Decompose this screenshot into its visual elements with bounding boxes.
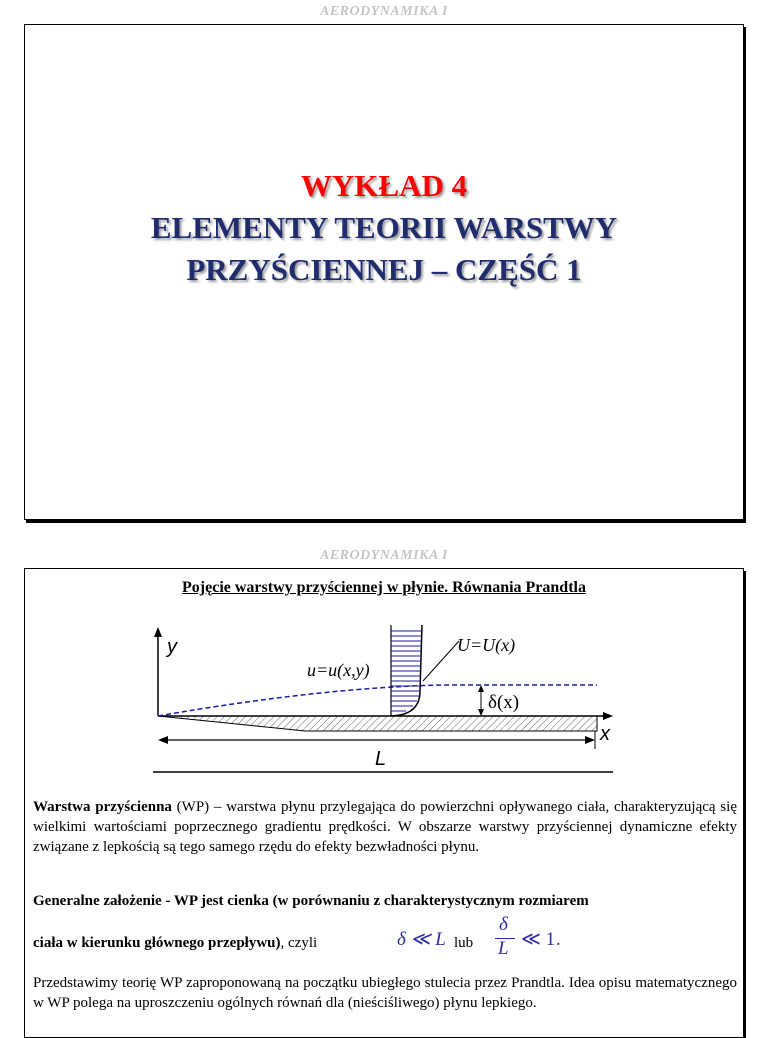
length-label: L xyxy=(375,748,387,770)
x-axis-arrow xyxy=(603,712,613,720)
math-period: . xyxy=(556,929,561,950)
plate xyxy=(158,716,597,731)
math-lub: lub xyxy=(454,935,474,951)
lecture-number: WYKŁAD 4 xyxy=(300,168,468,203)
y-axis-label: y xyxy=(167,636,177,658)
length-arrow-left xyxy=(158,736,168,744)
fraction-numerator: δ xyxy=(499,914,508,935)
math-ll-one: ≪ 1 xyxy=(521,929,556,950)
y-axis-arrow xyxy=(154,627,162,637)
title-slide xyxy=(24,24,744,520)
delta-label: δ(x) xyxy=(488,692,520,713)
paragraph-definition xyxy=(33,797,737,857)
length-arrow-right xyxy=(585,736,595,744)
paragraph-prandtl: Przedstawimy teorię WP zaproponowaną na początku ubiegłego stulecia przez Prandtla. Idea opisu matematycznego w WP polega na uproszczeniu ogólnych równań dla (nieściśliwego) płynu lepkiego. xyxy=(33,975,737,1011)
title-line-1: ELEMENTY TEORII WARSTWY xyxy=(150,210,618,245)
outer-velocity-leader xyxy=(423,641,459,681)
boundary-layer-edge xyxy=(158,685,597,716)
math-delta-ll-L: δ ≪ L xyxy=(397,929,446,950)
assumption-bold: ciała w kierunku głównego przepływu) xyxy=(33,935,281,951)
term-bold: Warstwa przyścienna xyxy=(33,799,172,815)
title-line-2: PRZYŚCIENNEJ – CZĘŚĆ 1 xyxy=(186,252,582,287)
profile-hatching xyxy=(391,631,421,711)
definition-text: (WP) – warstwa płynu przylegająca do powierzchni opływanego ciała, charakteryzującą się wielkimi wartościami poprzecznego gradientu prędkości. W obszarze warstwy przyściennej dynamiczne efekty związane z lepkością są tego samego rzędu do efekty bezwładności płynu. xyxy=(33,799,737,855)
delta-arrow-bottom xyxy=(478,709,484,716)
content-slide xyxy=(24,568,744,1038)
header-top: AERODYNAMIKA I xyxy=(320,4,448,19)
boundary-layer-diagram xyxy=(25,569,745,789)
assumption-line-1: Generalne założenie - WP jest cienka (w porównaniu z charakterystycznym rozmiarem xyxy=(33,893,589,909)
header-middle: AERODYNAMIKA I xyxy=(320,548,448,563)
delta-arrow-top xyxy=(478,685,484,692)
assumption-rest: , czyli xyxy=(280,935,318,951)
x-axis-label: x xyxy=(600,723,610,745)
local-velocity-label: u=u(x,y) xyxy=(307,660,370,680)
section-heading: Pojęcie warstwy przyściennej w płynie. Równania Prandtla xyxy=(182,579,586,596)
slide-title xyxy=(25,165,743,291)
fraction-denominator: L xyxy=(498,938,509,959)
outer-velocity-label: U=U(x) xyxy=(457,635,516,655)
assumption-line-2 xyxy=(33,915,737,961)
